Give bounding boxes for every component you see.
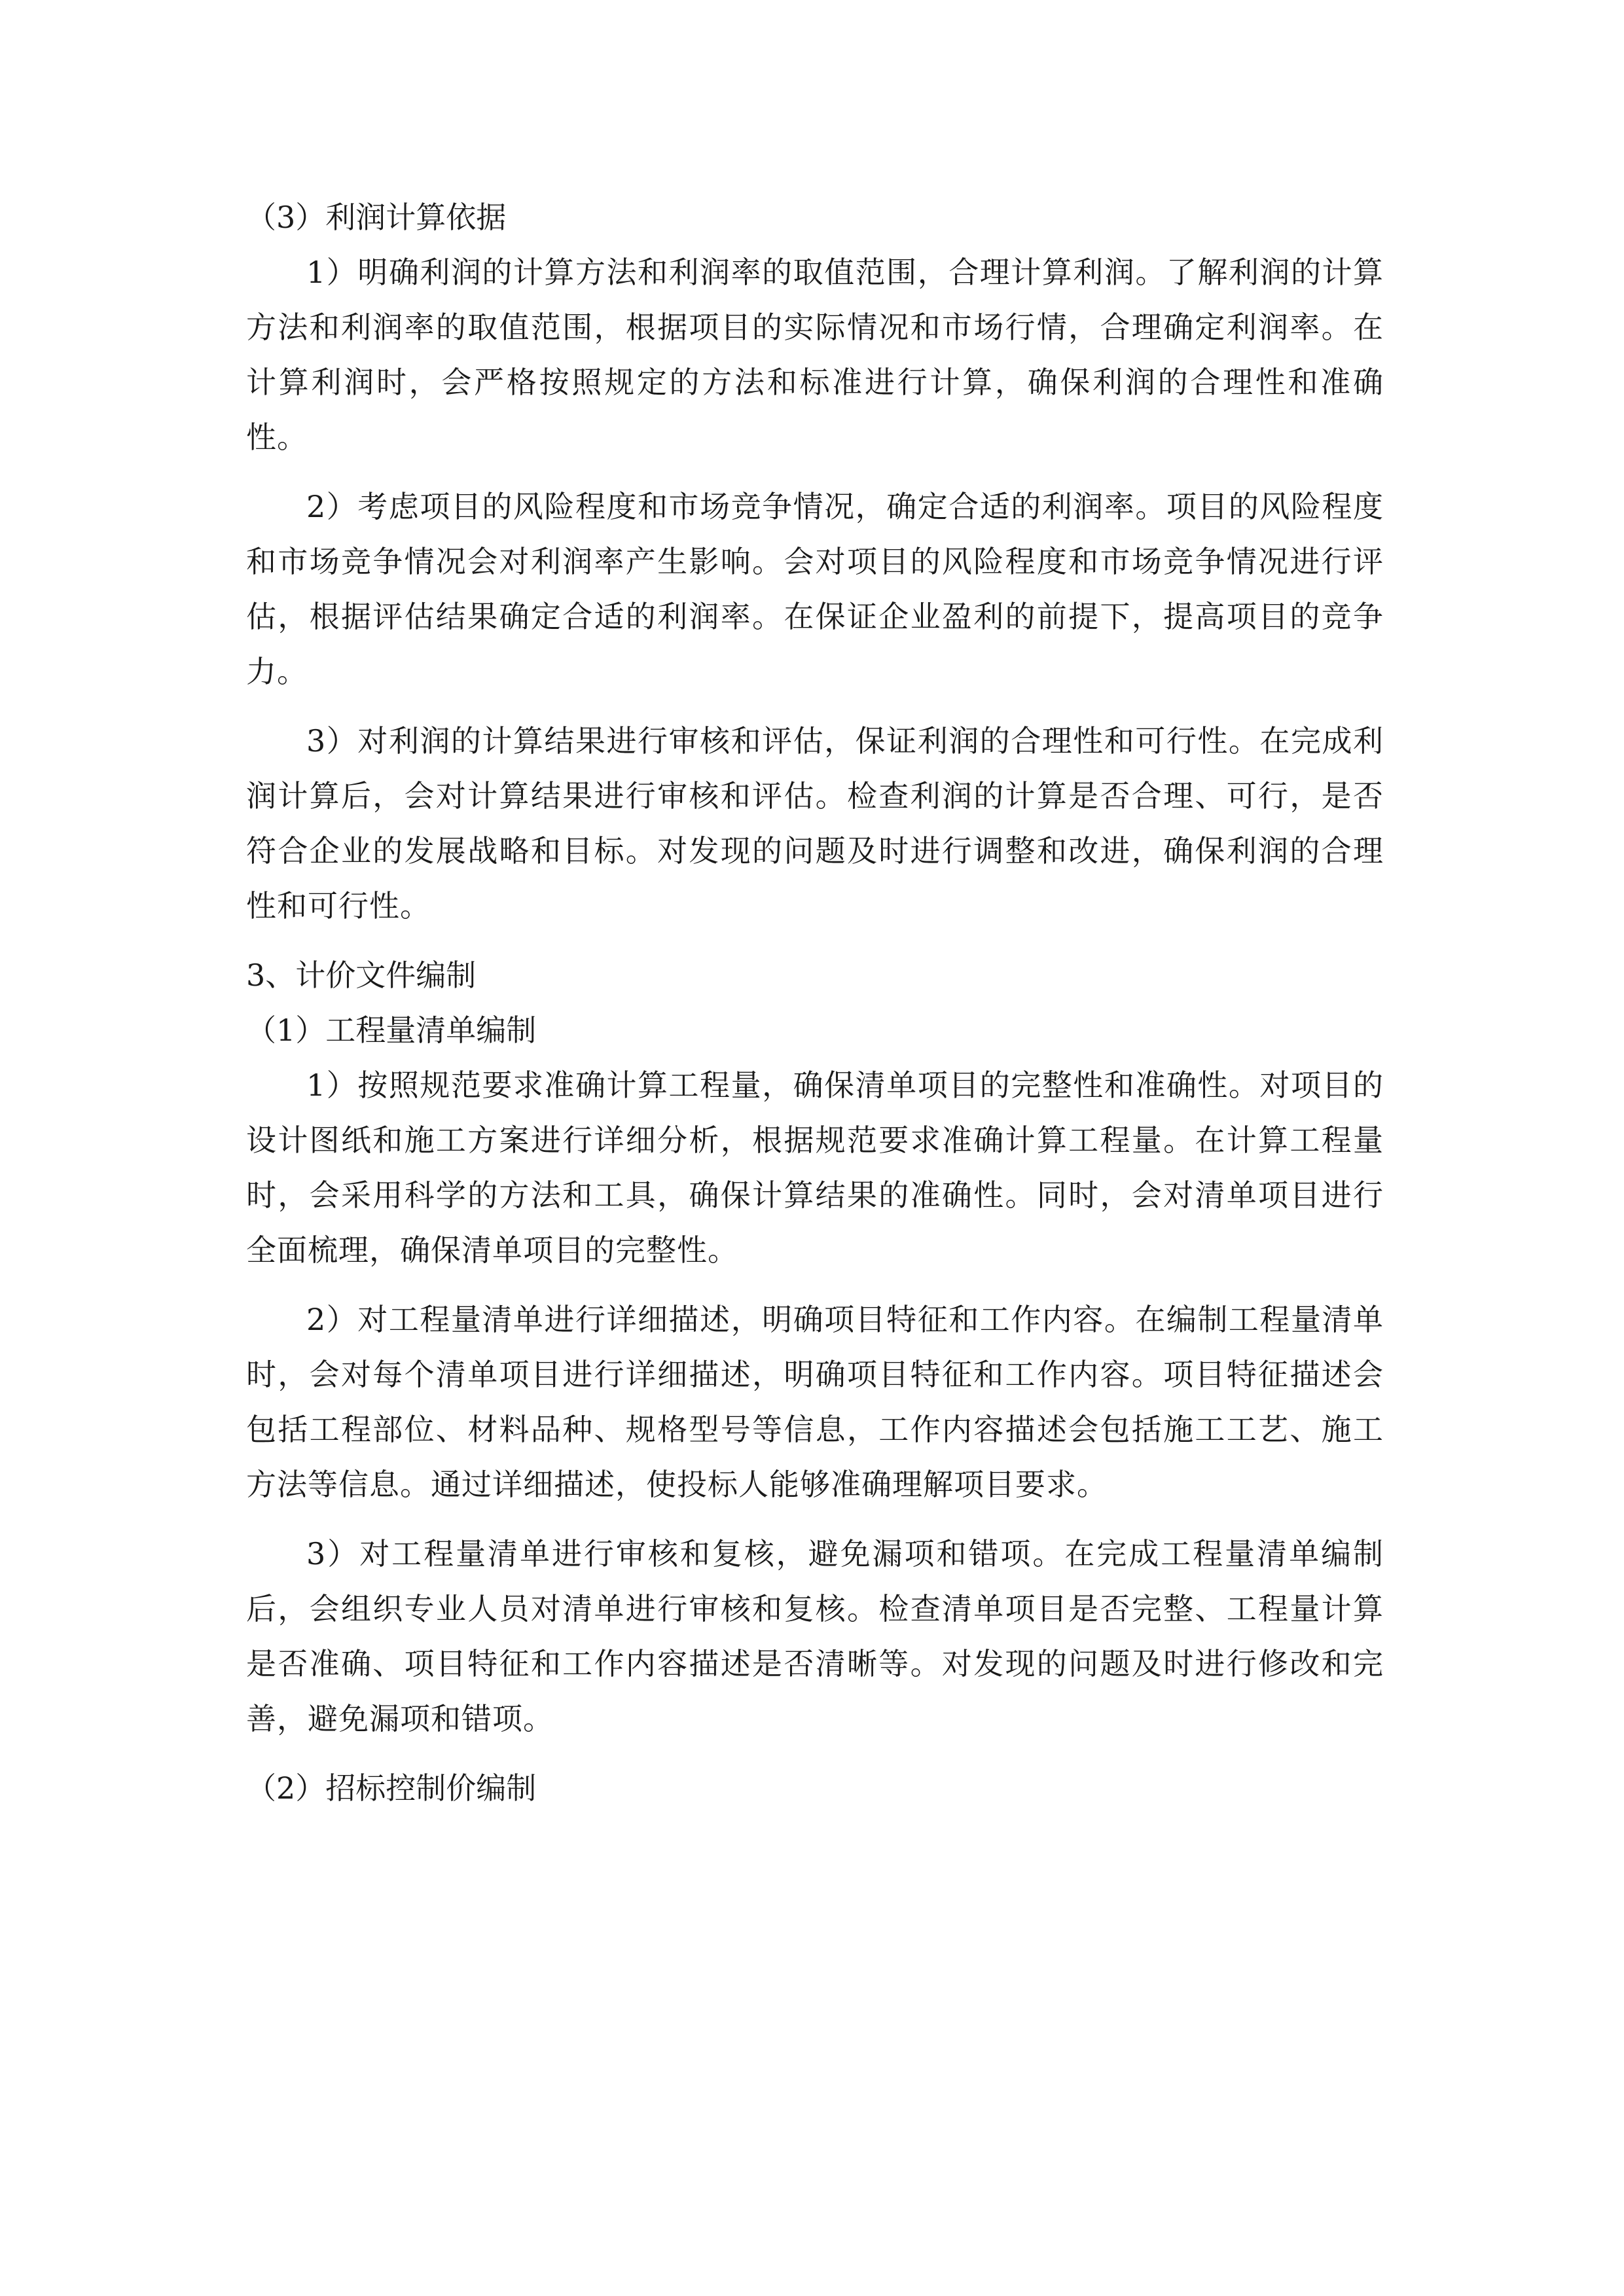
para-profit-3: 3）对利润的计算结果进行审核和评估，保证利润的合理性和可行性。在完成利润计算后，会对计算结果进行审核和评估。检查利润的计算是否合理、可行，是否符合企业的发展战略和目标。对发现的问题及时进行调整和改进，确保利润的合理性和可行性。 — [246, 723, 1384, 924]
para-boq-3: 3）对工程量清单进行审核和复核，避免漏项和错项。在完成工程量清单编制后，会组织专业人员对清单进行审核和复核。检查清单项目是否完整、工程量计算是否准确、项目特征和工作内容描述是否清晰等。对发现的问题及时进行修改和完善，避免漏项和错项。 — [246, 1536, 1384, 1736]
para-boq-2: 2）对工程量清单进行详细描述，明确项目特征和工作内容。在编制工程量清单时，会对每个清单项目进行详细描述，明确项目特征和工作内容。项目特征描述会包括工程部位、材料品种、规格型号等信息，工作内容描述会包括施工工艺、施工方法等信息。通过详细描述，使投标人能够准确理解项目要求。 — [246, 1302, 1384, 1502]
heading-pricing-docs: 3、计价文件编制 — [246, 958, 477, 993]
para-profit-2: 2）考虑项目的风险程度和市场竞争情况，确定合适的利润率。项目的风险程度和市场竞争情况会对利润率产生影响。会对项目的风险程度和市场竞争情况进行评估，根据评估结果确定合适的利润率。在保证企业盈利的前提下，提高项目的竞争力。 — [246, 489, 1384, 689]
heading-bill-of-quantities: （1）工程量清单编制 — [246, 1013, 537, 1048]
heading-tender-control-price: （2）招标控制价编制 — [246, 1770, 537, 1806]
para-boq-1: 1）按照规范要求准确计算工程量，确保清单项目的完整性和准确性。对项目的设计图纸和施工方案进行详细分析，根据规范要求准确计算工程量。在计算工程量时，会采用科学的方法和工具，确保计算结果的准确性。同时，会对清单项目进行全面梳理，确保清单项目的完整性。 — [246, 1067, 1384, 1268]
para-profit-1: 1）明确利润的计算方法和利润率的取值范围，合理计算利润。了解利润的计算方法和利润率的取值范围，根据项目的实际情况和市场行情，合理确定利润率。在计算利润时，会严格按照规定的方法和标准进行计算，确保利润的合理性和准确性。 — [246, 255, 1384, 455]
heading-profit-basis: （3）利润计算依据 — [246, 200, 507, 235]
document-body — [246, 190, 1384, 1816]
